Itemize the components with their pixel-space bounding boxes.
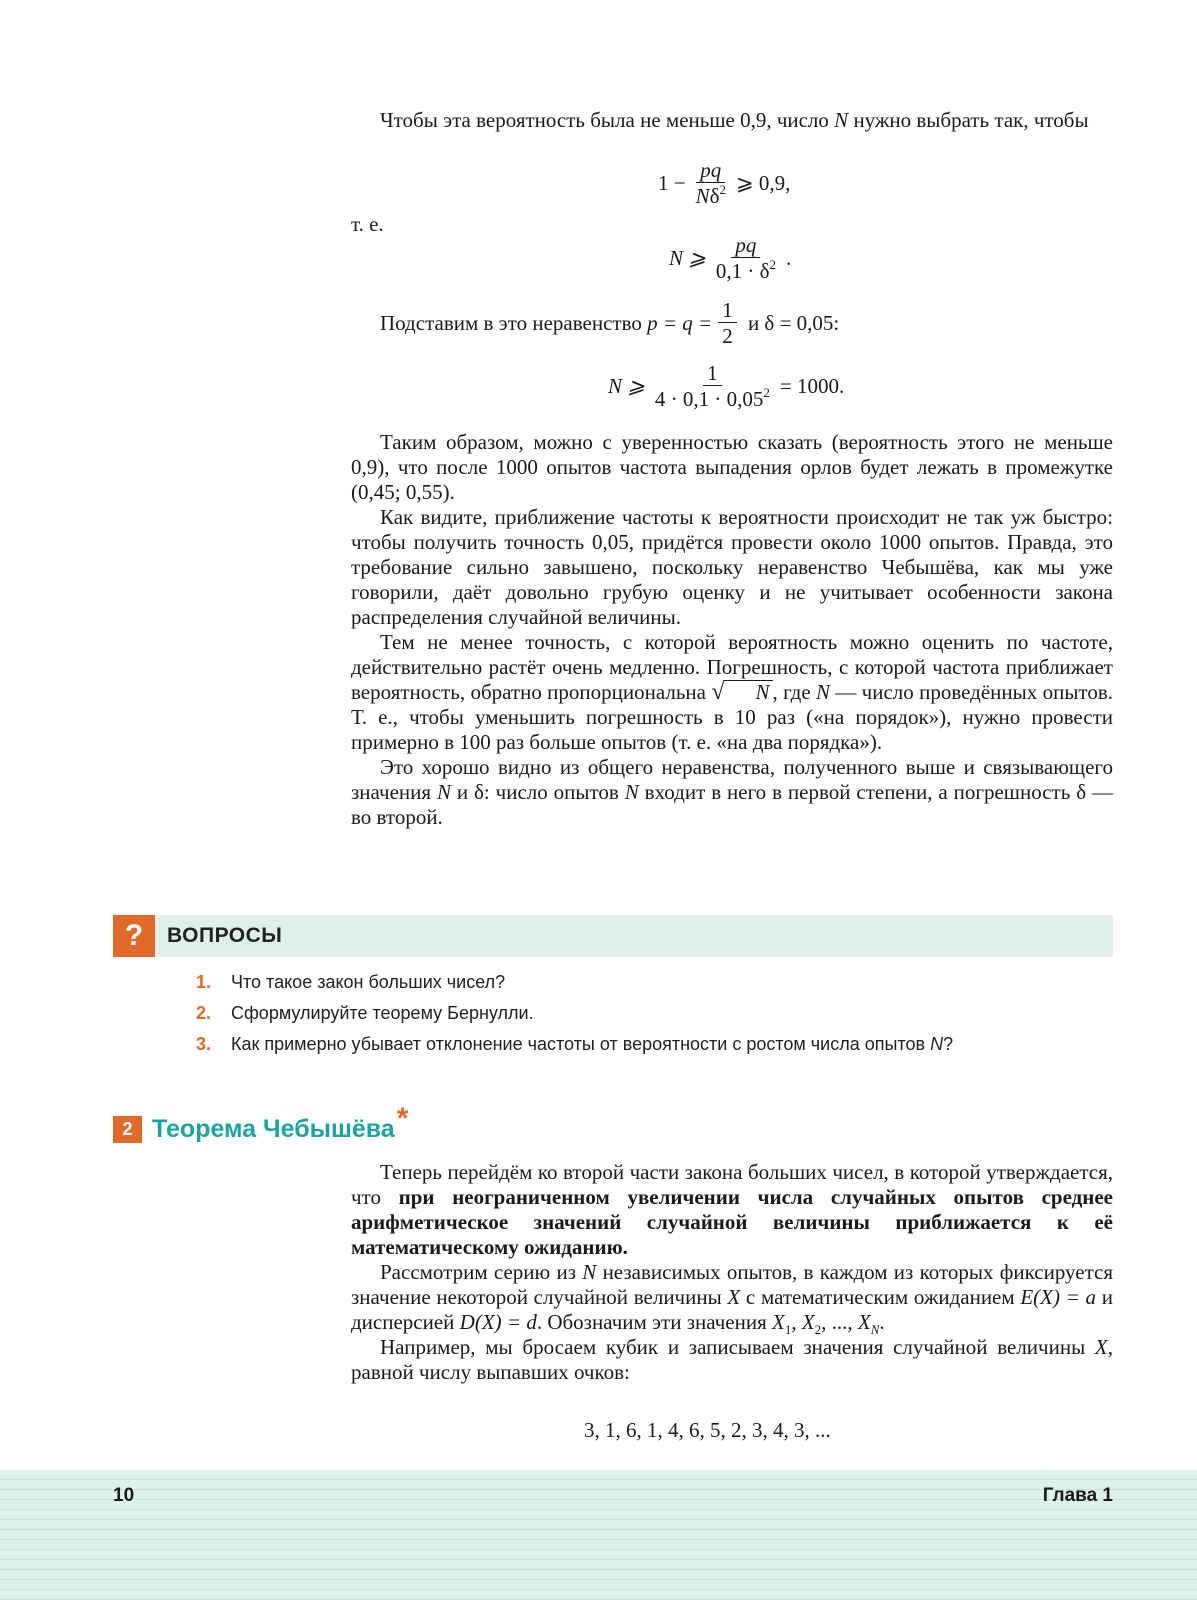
question-item: 1. Что такое закон больших чисел? (196, 972, 506, 992)
paragraph-8: Рассмотрим серию из N независимых опытов, в каждом из которых фиксируется значение некоторой случайной величины X с математическим ожиданием E(X) = a и дисперсией D(X) = d. Обозначим эти значения $X_1$, $X_2$, ..., $X_N$. (351, 1260, 1113, 1337)
questions-list (196, 972, 1116, 1065)
paragraph-9: Например, мы бросаем кубик и записываем значения случайной величины X, равной числу выпавших очков: (351, 1335, 1113, 1384)
formula-1: 1 − $\frac{pq}{N\delta^2}$ ⩾ 0,9, (658, 158, 791, 208)
dice-sequence: 3, 1, 6, 1, 4, 6, 5, 2, 3, 4, 3, ... (584, 1418, 831, 1442)
formula-3: N ⩾ $\frac{1}{4 \cdot 0,1 \cdot 0,05^2}$ = 1000. (608, 361, 845, 411)
paragraph-7: Теперь перейдём ко второй части закона больших чисел, в которой утверждается, что при неограниченном увеличении числа случайных опытов среднее арифметическое значений случайной величины приближается к её математическому ожиданию. (351, 1160, 1113, 1259)
star-icon: * (396, 1102, 409, 1135)
question-item: 3. Как примерно убывает отклонение частоты от вероятности с ростом числа опытов N? (196, 1034, 954, 1054)
section-text (351, 1160, 1113, 1385)
formula-2: N ⩾ $\frac{pq}{0,1 \cdot \delta^2}$ . (669, 233, 792, 283)
paragraph-5: Тем не менее точность, с которой вероятность можно оценить по частоте, действительно растёт очень медленно. Погрешность, с которой частота приближает вероятность, обратно пропорциональна √ N , где N — число проведённых опытов. Т. е., чтобы уменьшить погрешность в 10 раз («на порядок»), нужно провести примерно в 100 раз больше опытов (т. е. «на два порядка»). (351, 630, 1113, 754)
paragraph-6: Это хорошо видно из общего неравенства, полученного выше и связывающего значения N и δ: число опытов N входит в него в первой степени, а погрешность δ — во второй. (351, 755, 1113, 829)
paragraph-3: Таким образом, можно с уверенностью сказать (вероятность этого не меньше 0,9), что после 1000 опытов частота выпадения орлов будет лежать в промежутке (0,45; 0,55). (351, 430, 1113, 504)
paragraph-2: Подставим в это неравенство p = q = $\frac{1}{2}$ и δ = 0,05: (380, 298, 840, 348)
te-text: т. е. (351, 212, 384, 236)
paragraph-4: Как видите, приближение частоты к вероятности происходит не так уж быстро: чтобы получить точность 0,05, придётся провести около 1000 опытов. Правда, это требование сильно завышено, поскольку неравенство Чебышёва, как мы уже говорили, даёт довольно грубую оценку и не учитывает особенности закона распределения случайной величины. (351, 505, 1113, 629)
footer-band (0, 1470, 1197, 1600)
questions-header (113, 915, 1113, 957)
chapter-label: Глава 1 (1042, 1485, 1113, 1506)
questions-title: ВОПРОСЫ (167, 924, 283, 947)
question-icon: ? (113, 915, 155, 957)
section-title: Теорема Чебышёва (152, 1114, 395, 1143)
paragraph-1: Чтобы эта вероятность была не меньше 0,9, число N нужно выбрать так, чтобы (380, 108, 1089, 132)
question-item: 2. Сформулируйте теорему Бернулли. (196, 1003, 534, 1023)
page-number: 10 (113, 1485, 135, 1506)
paragraphs-block (351, 430, 1113, 830)
section-heading (113, 1102, 409, 1144)
section-number: 2 (113, 1116, 142, 1143)
